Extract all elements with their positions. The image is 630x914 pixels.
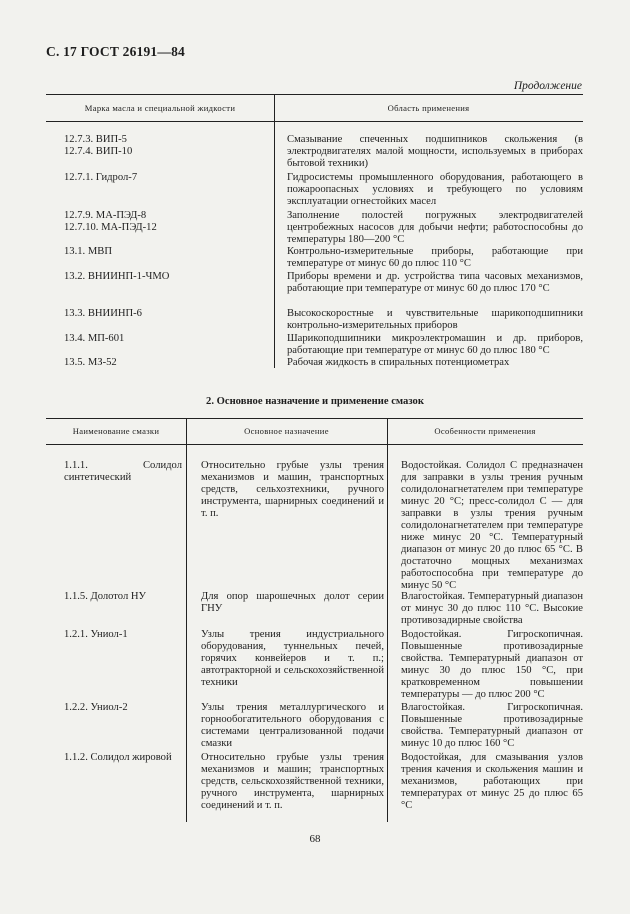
page-header-title: С. 17 ГОСТ 26191—84 [46,44,185,59]
table2-row5-purpose: Относительно грубые узлы трения механизмов и машин; транспортных средств, сельскохозяйственной техники, ручного инструмента, шарнирных соединений и т. п. [201,752,384,811]
table1-top-rule [46,94,583,95]
table2-column-divider-2 [387,418,388,822]
table1-row4-area: Контрольно-измерительные приборы, работающие при температуре от минус 60 до плюс 110 °С [287,246,583,269]
table2-row3-features: Водостойкая. Гигроскопичная. Повышенные противозадирные свойства. Температурный диапазон от минус 30 до плюс 150 °С, при кратковременном повышении температуры — до плюс 200 °С [401,629,583,700]
page-number: 68 [309,833,321,845]
table1-row7-area: Шарикоподшипники микроэлектромашин и др. приборов, работающие при температуре от минус 60 до плюс 180 °С [287,333,583,356]
table2-row3-purpose: Узлы трения индустриального оборудования, туннельных печей, горячих конвейеров и т. п.; автотракторной и сельскохозяйственной техники [201,629,384,688]
table1-row1-name-a: 12.7.3. ВИП-5 [64,134,127,145]
table2-row2-name: 1.1.5. Долотол НУ [64,591,147,602]
table1-row8-area: Рабочая жидкость в спиральных потенциометрах [287,357,510,368]
table1-row2-area: Гидросистемы промышленного оборудования, работающего в пожароопасных условиях и требующего по условиям эксплуатации огнестойких масел [287,172,583,207]
table1-row3-area: Заполнение полостей погружных электродвигателей центробежных насосов для добычи нефти; работоспособны до температуры 180—200 °С [287,210,583,245]
table2-row5-features: Водостойкая, для смазывания узлов трения качения и скольжения машин и механизмов, работающих при температурах от минус 25 до плюс 65 °С [401,752,583,811]
table1-row7-name: 13.4. МП-601 [64,333,125,344]
table1-row4-name: 13.1. МВП [64,246,112,257]
table1-header-area: Область применения [387,103,470,113]
table2-row2-purpose: Для опор шарошечных долот серии ГНУ [201,591,384,614]
table2-row1-purpose: Относительно грубые узлы трения механизмов и машин, транспортных средств, сельхозтехники, ручного инструмента, шарнирных соединений и т. п. [201,460,384,519]
table1-row8-name: 13.5. МЗ-52 [64,357,117,368]
table2-row5-name: 1.1.2. Солидол жировой [64,752,172,763]
table1-row5-name: 13.2. ВНИИНП-1-ЧМО [64,271,170,282]
table1-row5-area: Приборы времени и др. устройства типа часовых механизмов, работающие при температуре от минус 60 до плюс 170 °С [287,271,583,294]
table2-row3-name: 1.2.1. Униол-1 [64,629,128,640]
table1-row1-area: Смазывание спеченных подшипников скольжения (в электродвигателях малой мощности, используемых в приборах бытовой техники) [287,134,583,169]
table2-row4-purpose: Узлы трения металлургического и горнообогатительного оборудования с системами централизованной подачи смазки [201,702,384,749]
section-heading: 2. Основное назначение и применение смазок [206,396,424,407]
table2-column-divider-1 [186,418,187,822]
table2-row2-features: Влагостойкая. Температурный диапазон от минус 30 до плюс 110 °С. Высокие противозадирные свойства [401,591,583,626]
table2-header-features: Особенности применения [434,426,536,436]
table2-header-rule [46,444,583,445]
table2-row4-name: 1.2.2. Униол-2 [64,702,128,713]
table2-header-purpose: Основное назначение [244,426,329,436]
table2-row4-features: Влагостойкая. Гигроскопичная. Повышенные противозадирные свойства. Температурный диапазон от минус 10 до плюс 160 °С [401,702,583,749]
table1-header-rule [46,121,583,122]
table1-row3-name-a: 12.7.9. МА-ПЭД-8 [64,210,147,221]
table2-top-rule [46,418,583,419]
table1-row3-name-b: 12.7.10. МА-ПЭД-12 [64,222,157,233]
table1-row1-name-b: 12.7.4. ВИП-10 [64,146,133,157]
table1-row6-area: Высокоскоростные и чувствительные шарикоподшипники контрольно-измерительных приборов [287,308,583,331]
table1-row6-name: 13.3. ВНИИНП-6 [64,308,142,319]
table1-column-divider [274,94,275,368]
table1-row2-name: 12.7.1. Гидрол-7 [64,172,138,183]
table1-header-brand: Марка масла и специальной жидкости [84,103,236,113]
table2-row1-name: 1.1.1. Солидол синтетический [64,460,182,483]
continuation-label: Продолжение [513,80,582,92]
table2-row1-features: Водостойкая. Солидол С предназначен для заправки в узлы трения ручным солидолонагнетателем при температуре минус 20 °С; пресс-солидол С — для заправки в узлы трения ручным солидолонагнетателем при температуре ниже минус 20 °С. Температурный диапазон от минус 20 до плюс 65 °С. В достаточно мощных механизмах работоспособна при температуре до минус 50 °С [401,460,583,591]
table2-header-name: Наименование смазки [72,426,160,436]
